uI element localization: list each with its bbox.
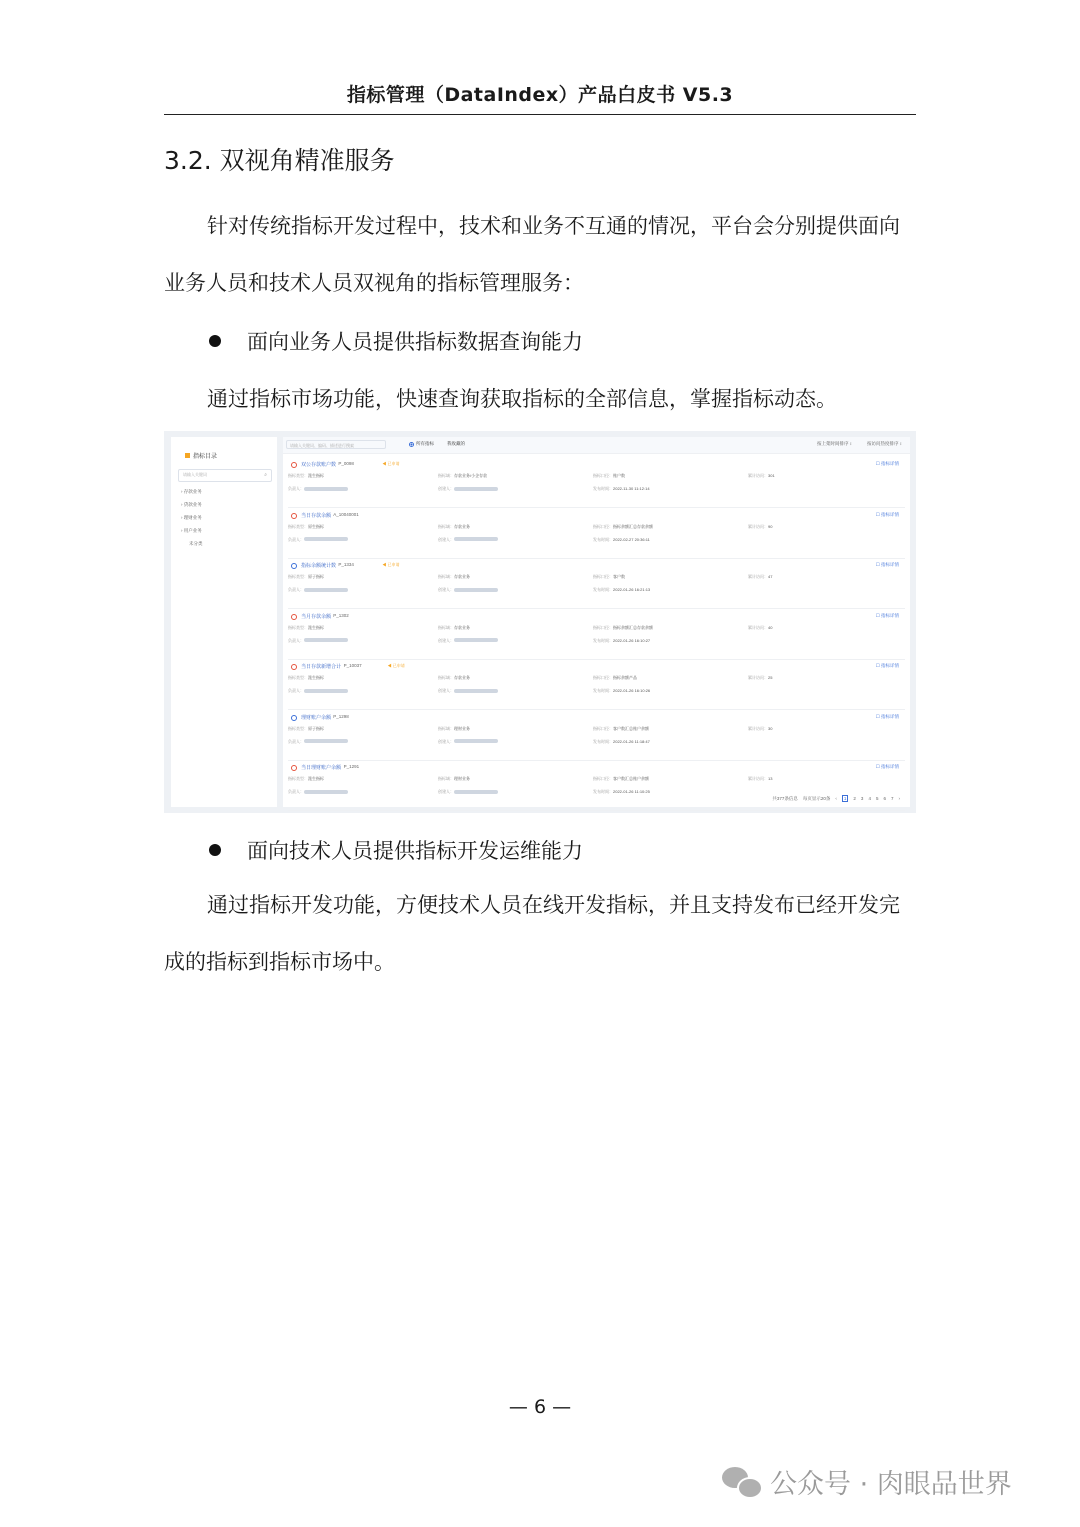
index-code: A_10040001 [333, 511, 359, 517]
field-domain: 指标域：存款业务 [438, 675, 470, 680]
field-caliber: 指标口径：指标余额汇总存款余额 [593, 523, 653, 529]
redacted-value [304, 537, 348, 541]
radio-my-favorites[interactable]: 我收藏的 [447, 441, 465, 446]
index-detail-link[interactable]: ☐ 指标详情 [875, 511, 899, 517]
watermark-text: 公众号 · 肉眼品世界 [770, 1469, 1012, 1500]
field-time: 发布时间：2022-01-26 16:21:13 [593, 587, 651, 592]
header-divider [164, 114, 916, 115]
field-hits: 累计访问：301 [748, 473, 775, 478]
status-badge: ◀ 已申请 [382, 562, 400, 567]
field-time: 发布时间：2022-02-27 20:36:11 [593, 536, 650, 542]
field-domain: 指标域：存款业务 [438, 523, 470, 529]
index-detail-link[interactable]: ☐ 指标详情 [875, 713, 899, 719]
field-domain: 指标域：存款业务/小企存款 [438, 473, 488, 478]
redacted-value [454, 638, 498, 642]
field-owner: 负责人： [288, 789, 348, 795]
field-domain: 指标域：理财业务 [438, 776, 470, 781]
index-name[interactable]: 当日存款新增合计 [301, 664, 342, 670]
index-market-screenshot [164, 431, 916, 813]
field-type: 指标类型：原生指标 [288, 523, 324, 529]
page-button[interactable]: 5 [875, 796, 879, 801]
redacted-value [454, 689, 498, 693]
field-owner: 负责人： [288, 739, 348, 745]
page-button[interactable]: 6 [883, 796, 886, 801]
redacted-value [454, 739, 498, 743]
index-name[interactable]: 理财账户余额 [301, 714, 332, 721]
redacted-value [454, 790, 498, 794]
watermark [722, 1462, 1012, 1501]
field-owner: 负责人： [288, 486, 348, 492]
index-detail-link[interactable]: ☐ 指标详情 [875, 663, 899, 668]
page-button[interactable]: 4 [868, 796, 871, 801]
field-creator: 创建人： [438, 638, 498, 644]
redacted-value [304, 638, 348, 642]
index-icon [291, 462, 297, 468]
index-detail-link[interactable]: ☐ 指标详情 [875, 612, 899, 618]
index-icon [291, 563, 297, 569]
bullet-dot-icon [209, 335, 221, 347]
bullet-business-title: 面向业务人员提供指标数据查询能力 [247, 330, 583, 354]
bullet-business [164, 326, 583, 356]
redacted-value [304, 790, 348, 794]
field-hits: 累计访问：47 [748, 574, 773, 579]
redacted-value [304, 588, 348, 592]
index-code: P_1291 [343, 764, 360, 769]
index-card[interactable] [288, 510, 905, 559]
catalog-title: 指标目录 [185, 451, 217, 460]
index-list-panel [283, 437, 910, 807]
field-type: 指标类型：原子指标 [288, 725, 324, 731]
redacted-value [454, 487, 498, 491]
page-button[interactable]: 3 [860, 796, 864, 801]
field-owner: 负责人： [288, 638, 348, 644]
field-owner: 负责人： [288, 587, 348, 593]
intro-line-1: 针对传统指标开发过程中，技术和业务不互通的情况，平台会分别提供面向 [207, 214, 900, 238]
prev-page-icon[interactable]: ‹ [835, 796, 837, 801]
catalog-sidebar [171, 437, 277, 807]
index-icon [291, 513, 297, 519]
catalog-search-input[interactable]: 请输入关键词 ⌕ [178, 469, 272, 482]
field-creator: 创建人： [438, 739, 498, 745]
index-card[interactable] [288, 611, 905, 660]
index-search-input[interactable]: 请输入关键词、编码、描述进行搜索 [286, 440, 386, 449]
bullet-tech-desc [164, 877, 916, 991]
field-type: 指标类型：原子指标 [288, 574, 324, 579]
search-icon[interactable]: ⌕ [264, 472, 267, 478]
index-code: P_10037 [343, 663, 362, 668]
index-card[interactable] [288, 762, 905, 811]
pagination: 共377条信息 每页显示20条 ‹ 1 2 3 4 5 6 7 › [772, 795, 900, 801]
field-caliber: 指标口径：指标余额汇总存款余额 [593, 624, 653, 630]
bullet-business-desc: 通过指标市场功能，快速查询获取指标的全部信息，掌握指标动态。 [207, 387, 837, 411]
index-name[interactable]: 当月存款余额 [301, 613, 332, 620]
field-type: 指标类型：派生指标 [288, 473, 324, 478]
document-header: 指标管理（DataIndex）产品白皮书 V5.3 [346, 84, 734, 106]
index-code: P_1334 [338, 562, 354, 567]
page-number: — 6 — [508, 1396, 572, 1418]
catalog-item[interactable]: 未分类 [189, 541, 203, 546]
field-type: 指标类型：派生指标 [288, 624, 324, 630]
index-icon [291, 765, 297, 771]
index-code: P_1302 [333, 612, 349, 618]
field-owner: 负责人： [288, 688, 348, 694]
index-code: P_1298 [333, 713, 349, 719]
index-name[interactable]: 当日存款余额 [301, 512, 332, 519]
section-title: 3.2. 双视角精准服务 [164, 146, 395, 175]
index-detail-link[interactable]: ☐ 指标详情 [875, 461, 899, 466]
field-caliber: 指标口径：客户数 [593, 574, 625, 579]
list-toolbar [283, 437, 910, 454]
next-page-icon[interactable]: › [898, 796, 900, 801]
sort-by-hits[interactable]: 按访问热度排序 ↕ [867, 441, 902, 446]
page-button[interactable]: 2 [853, 796, 856, 801]
index-card[interactable] [288, 459, 905, 508]
tech-desc-line-2: 成的指标到指标市场中。 [164, 950, 395, 974]
page-button[interactable]: 7 [890, 796, 894, 801]
field-hits: 累计访问：30 [748, 725, 773, 731]
index-detail-link[interactable]: ☐ 指标详情 [875, 764, 899, 769]
index-name[interactable]: 当日理财账户余额 [301, 765, 342, 771]
redacted-value [304, 487, 348, 491]
redacted-value [304, 739, 348, 743]
field-creator: 创建人： [438, 587, 498, 593]
field-time: 发布时间：2022-01-26 11:18:47 [593, 738, 650, 744]
field-type: 指标类型：派生指标 [288, 675, 324, 680]
index-name[interactable]: 指标余额统计数 [301, 563, 337, 569]
field-hits: 累计访问：25 [748, 675, 773, 680]
intro-line-2: 业务人员和技术人员双视角的指标管理服务： [164, 271, 584, 295]
index-icon [291, 664, 297, 670]
catalog-item[interactable]: › 用户业务 [181, 528, 202, 533]
bullet-dot-icon [209, 844, 221, 856]
field-creator: 创建人： [438, 789, 498, 795]
radio-all-indexes[interactable]: 所有指标 [409, 441, 434, 447]
field-creator: 创建人： [438, 688, 498, 694]
index-name[interactable]: 双公存款账户数 [301, 462, 337, 468]
field-owner: 负责人： [288, 537, 348, 543]
field-caliber: 指标口径：指标余额产品 [593, 675, 637, 680]
field-time: 发布时间：2022-11-30 11:12:14 [593, 486, 650, 491]
status-badge: ◀ 已申请 [382, 461, 400, 466]
field-creator: 创建人： [438, 486, 498, 492]
intro-paragraph [164, 198, 916, 312]
field-hits: 累计访问：13 [748, 776, 773, 781]
field-time: 发布时间：2022-01-26 16:10:26 [593, 688, 651, 693]
field-domain: 指标域：存款业务 [438, 574, 470, 579]
sort-by-time[interactable]: 按上架时间排序 ↕ [817, 441, 852, 446]
redacted-value [304, 689, 348, 693]
index-code: P_0098 [338, 461, 354, 466]
field-type: 指标类型：派生指标 [288, 776, 324, 781]
redacted-value [454, 588, 498, 592]
field-caliber: 指标口径：账户数 [593, 473, 625, 478]
field-time: 发布时间：2022-01-26 11:10:25 [593, 789, 650, 794]
wechat-icon [722, 1465, 762, 1499]
catalog-item[interactable]: › 贷款业务 [181, 502, 202, 507]
field-domain: 指标域：存款业务 [438, 624, 470, 630]
catalog-item[interactable]: › 存款业务 [181, 489, 202, 494]
status-badge: ◀ 已申请 [387, 663, 405, 668]
index-card[interactable] [288, 560, 905, 609]
index-detail-link[interactable]: ☐ 指标详情 [875, 562, 899, 567]
page-button[interactable]: 1 [843, 796, 847, 801]
field-caliber: 指标口径：客户数汇总账户余额 [593, 776, 649, 781]
index-icon [291, 715, 297, 721]
redacted-value [454, 537, 498, 541]
index-card[interactable] [288, 661, 905, 710]
field-hits: 累计访问：90 [748, 523, 773, 529]
field-time: 发布时间：2022-01-26 16:10:27 [593, 637, 651, 643]
tech-desc-line-1: 通过指标开发功能，方便技术人员在线开发指标，并且支持发布已经开发完 [207, 893, 900, 917]
field-hits: 累计访问：40 [748, 624, 773, 630]
catalog-icon [185, 453, 190, 458]
index-card[interactable] [288, 712, 905, 761]
bullet-tech-title: 面向技术人员提供指标开发运维能力 [247, 839, 583, 863]
index-icon [291, 614, 297, 620]
bullet-tech [164, 835, 583, 865]
field-domain: 指标域：理财业务 [438, 725, 470, 731]
catalog-item[interactable]: › 理财业务 [181, 515, 202, 520]
field-caliber: 指标口径：客户数汇总账户余额 [593, 725, 649, 731]
radio-checked-icon [409, 442, 414, 447]
field-creator: 创建人： [438, 537, 498, 543]
